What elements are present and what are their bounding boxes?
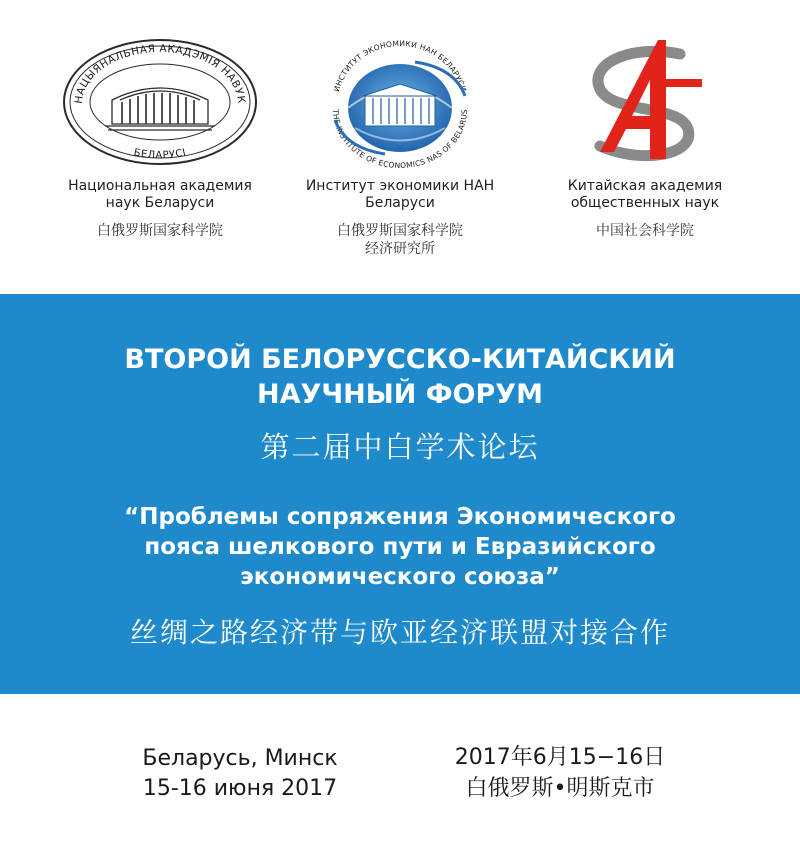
org-name-ru xyxy=(50,178,270,212)
forum-title-cn: 第二届中白学术论坛 xyxy=(260,430,540,464)
event-info-cn xyxy=(425,742,695,804)
forum-banner xyxy=(0,294,800,694)
forum-theme-ru-line1: “Проблемы сопряжения Экономического xyxy=(124,504,676,530)
org-nas-belarus xyxy=(50,0,270,294)
institute-emblem-icon xyxy=(315,28,485,168)
svg-text:НАЦЫЯНАЛЬНАЯ АКАДЭМІЯ НАВУК xyxy=(73,43,247,104)
institute-emblem-text-bottom: THE INSTITUTE OF ECONOMICS NAS OF BELARUS xyxy=(330,109,470,168)
forum-title-ru-line2: НАУЧНЫЙ ФОРУМ xyxy=(257,379,543,410)
org-name-ru-line2: Беларуси xyxy=(365,195,435,211)
event-info-ru xyxy=(110,744,370,804)
event-dates-ru: 15-16 июня 2017 xyxy=(142,776,338,801)
org-name-cn: 白俄罗斯国家科学院 xyxy=(97,223,223,239)
cass-logo-icon xyxy=(570,34,720,169)
org-name-cn: 中国社会科学院 xyxy=(596,223,694,239)
logos-row xyxy=(0,0,800,294)
org-name-ru-line1: Национальная академия xyxy=(68,178,252,194)
org-name-ru xyxy=(290,178,510,212)
org-name-cn-line2: 经济研究所 xyxy=(365,241,435,257)
event-place-ru: Беларусь, Минск xyxy=(142,746,338,771)
event-place-cn: 白俄罗斯•明斯克市 xyxy=(465,776,655,801)
nas-emblem-text-bottom: БЕЛАРУСІ xyxy=(132,147,188,162)
svg-text:БЕЛАРУСІ xyxy=(133,147,188,161)
org-cass xyxy=(535,0,755,294)
forum-theme-ru-line3: экономического союза” xyxy=(240,564,560,590)
org-name-ru-line2: наук Беларуси xyxy=(105,195,215,211)
nas-emblem-text-top: НАЦЫЯНАЛЬНАЯ АКАДЭМІЯ НАВУК xyxy=(72,42,248,105)
org-name-cn xyxy=(290,222,510,258)
forum-title-ru xyxy=(0,342,800,412)
org-institute-economics xyxy=(290,0,510,294)
event-dates-cn: 2017年6月15−16日 xyxy=(454,745,666,770)
forum-theme-ru xyxy=(20,502,780,592)
org-name-ru xyxy=(535,178,755,212)
org-name-ru-line2: общественных наук xyxy=(570,195,720,211)
institute-emblem-text-top: ИНСТИТУТ ЭКОНОМИКИ НАН БЕЛАРУСИ xyxy=(331,38,469,93)
org-name-ru-line1: Китайская академия xyxy=(567,178,723,194)
nas-emblem-icon xyxy=(60,36,260,166)
forum-theme-ru-line2: пояса шелкового пути и Евразийского xyxy=(144,534,656,560)
forum-title-ru-line1: ВТОРОЙ БЕЛОРУССКО-КИТАЙСКИЙ xyxy=(124,344,676,375)
forum-theme-cn: 丝绸之路经济带与欧亚经济联盟对接合作 xyxy=(129,616,670,649)
org-name-ru-line1: Институт экономики НАН xyxy=(305,178,495,194)
org-name-cn-line1: 白俄罗斯国家科学院 xyxy=(337,223,463,239)
event-info xyxy=(0,694,800,857)
